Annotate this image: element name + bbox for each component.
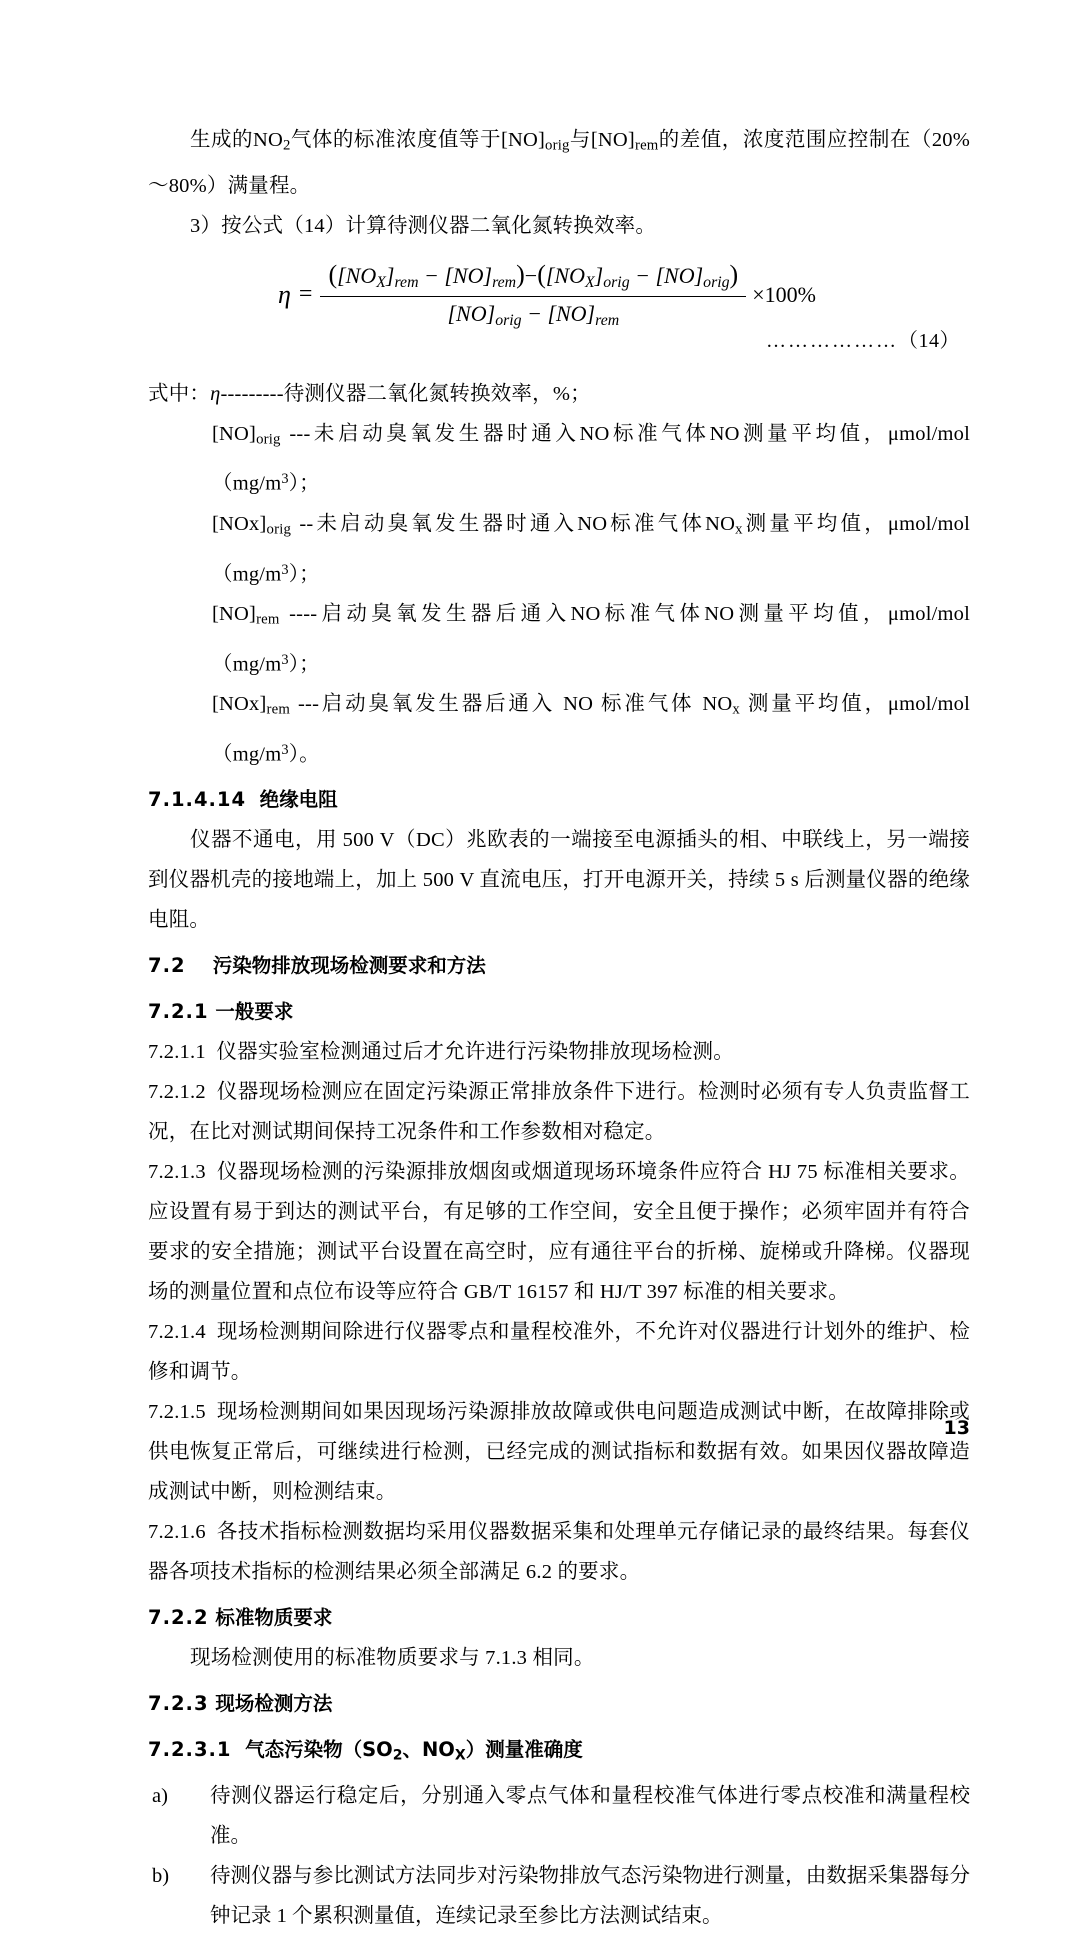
definition-lead: 式中：η---------待测仪器二氧化氮转换效率，%；	[148, 382, 591, 405]
heading-title-part1: 气态污染物（SO	[245, 1738, 393, 1762]
clause-number: 7.2.1.1	[148, 1041, 206, 1064]
heading-7-2-1	[148, 992, 970, 1032]
list-marker: b)	[152, 1864, 170, 1887]
formula-block-14	[148, 252, 970, 372]
paragraph-formula-intro: 3）按公式（14）计算待测仪器二氧化氮转换效率。	[190, 214, 657, 237]
formula-numerator: $([NO_X]_{rem} - [NO]_{rem})-([NO_X]_{orig} - [NO]_{orig})$	[328, 259, 739, 291]
clause-7-2-1-6	[148, 1512, 970, 1592]
heading-title: 标准物质要求	[215, 1606, 333, 1630]
clause-number: 7.2.1.4	[148, 1321, 206, 1344]
para-text-part1: 生成的NO	[190, 129, 284, 151]
formula-equals: =	[298, 281, 313, 308]
subscript-2: 2	[283, 137, 291, 154]
formula-number	[766, 324, 960, 353]
definition-item-nox-orig: $[NOx]_{orig}$ --未启动臭氧发生器时通入NO标准气体$NO_x$测量平均值，μmol/$mol(mg/m^3)$；	[212, 512, 970, 585]
para-text-part4: 的差值，浓度范围应控制在（20%～80%）满量程。	[148, 129, 971, 197]
paragraph-no2-concentration	[148, 120, 970, 206]
formula-denominator: $[NO]_{orig} - [NO]_{rem}$	[447, 301, 620, 330]
heading-title-part2: 、NO	[402, 1738, 455, 1762]
clause-7-2-1-5	[148, 1392, 970, 1512]
heading-7-2-2	[148, 1598, 970, 1638]
subscript-x: X	[454, 1747, 466, 1764]
heading-number: 7.1.4.14	[148, 788, 247, 812]
definition-item-no-orig: $[NO]_{orig}$ ---未启动臭氧发生器时通入NO标准气体NO测量平均值，μmol/$mol(mg/m^3)$；	[212, 422, 970, 495]
formula-expression	[278, 260, 816, 330]
clause-text: 仪器现场检测的污染源排放烟囱或烟道现场环境条件应符合 HJ 75 标准相关要求。应设置有易于到达的测试平台，有足够的工作空间，安全且便于操作；必须牢固并有符合要求的安全措施；测试平台设置在高空时，应有通往平台的折梯、旋梯或升降梯。仪器现场的测量位置和点位布设等应符合 GB/T 16157 和 HJ/T 397 标准的相关要求。	[148, 1161, 970, 1304]
paragraph-reference-material: 现场检测使用的标准物质要求与 7.1.3 相同。	[190, 1647, 595, 1670]
definition-item-nox-rem: $[NOx]_{rem}$ ---启动臭氧发生器后通入 NO 标准气体 $NO_x$ 测量平均值，μmol/$mol(mg/m^3)$。	[212, 693, 971, 766]
list-marker: a)	[152, 1784, 168, 1807]
clause-text: 现场检测期间如果因现场污染源排放故障或供电问题造成测试中断，在故障排除或供电恢复正常后，可继续进行检测，已经完成的测试指标和数据有效。如果因仪器故障造成测试中断，则检测结束。	[148, 1401, 970, 1504]
list-text: 待测仪器与参比测试方法同步对污染物排放气态污染物进行测量，由数据采集器每分钟记录 1 个累积测量值，连续记录至参比方法测试结束。	[210, 1864, 970, 1927]
clause-text: 仪器现场检测应在固定污染源正常排放条件下进行。检测时必须有专人负责监督工况，在比对测试期间保持工况条件和工作参数相对稳定。	[148, 1081, 970, 1144]
heading-7-2-3-1	[148, 1730, 970, 1776]
clause-number: 7.2.1.2	[148, 1081, 206, 1104]
definition-item-no-rem: $[NO]_{rem}$ ----启动臭氧发生器后通入NO标准气体NO测量平均值，μmol/$mol(mg/m^3)$；	[212, 602, 970, 676]
formula-eta: η	[278, 279, 291, 309]
clause-text: 现场检测期间除进行仪器零点和量程校准外，不允许对仪器进行计划外的维护、检修和调节。	[148, 1321, 970, 1384]
clause-text: 各技术指标检测数据均采用仪器数据采集和处理单元存储记录的最终结果。每套仪器各项技术指标的检测结果必须全部满足 6.2 的要求。	[148, 1521, 970, 1584]
paragraph-insulation-resistance: 仪器不通电，用 500 V（DC）兆欧表的一端接至电源插头的相、中联线上，另一端接到仪器机壳的接地端上，加上 500 V 直流电压，打开电源开关，持续 5 s 后测量仪器的绝缘电阻。	[148, 829, 970, 932]
para-text-part3: 与[NO]	[569, 129, 635, 151]
heading-title: 污染物排放现场检测要求和方法	[212, 954, 486, 978]
subscript-2: 2	[392, 1747, 403, 1764]
list-item-b	[148, 1856, 970, 1936]
definition-list	[148, 374, 970, 775]
heading-title: 现场检测方法	[215, 1692, 333, 1716]
heading-number: 7.2.3	[148, 1692, 209, 1716]
clause-number: 7.2.1.3	[148, 1161, 206, 1184]
clause-number: 7.2.1.6	[148, 1521, 206, 1544]
para-text-part2: 气体的标准浓度值等于[NO]	[290, 129, 546, 151]
heading-number: 7.2.1	[148, 1000, 209, 1024]
subscript-rem: rem	[634, 137, 659, 154]
page-number: 13	[943, 1417, 970, 1439]
formula-number-label: （14）	[898, 329, 960, 352]
formula-fraction	[320, 260, 746, 330]
list-item-a	[148, 1776, 970, 1856]
heading-number: 7.2	[148, 954, 186, 978]
clause-7-2-1-1	[148, 1032, 970, 1072]
subscript-orig: orig	[545, 137, 570, 154]
clause-7-2-1-4	[148, 1312, 970, 1392]
clause-7-2-1-3	[148, 1152, 970, 1312]
heading-7-1-4-14	[148, 780, 970, 820]
heading-number: 7.2.3.1	[148, 1738, 232, 1762]
heading-title: 绝缘电阻	[259, 788, 338, 812]
clause-number: 7.2.1.5	[148, 1401, 206, 1424]
heading-7-2	[148, 946, 970, 986]
heading-7-2-3	[148, 1684, 970, 1724]
formula-dots: ………………	[766, 329, 898, 352]
heading-title: 一般要求	[215, 1000, 294, 1024]
heading-title-part3: ）测量准确度	[465, 1738, 583, 1762]
clause-7-2-1-2	[148, 1072, 970, 1152]
list-text: 待测仪器运行稳定后，分别通入零点气体和量程校准气体进行零点校准和满量程校准。	[210, 1784, 970, 1847]
formula-multiplier: ×100%	[752, 281, 816, 307]
heading-number: 7.2.2	[148, 1606, 209, 1630]
clause-text: 仪器实验室检测通过后才允许进行污染物排放现场检测。	[216, 1041, 734, 1064]
